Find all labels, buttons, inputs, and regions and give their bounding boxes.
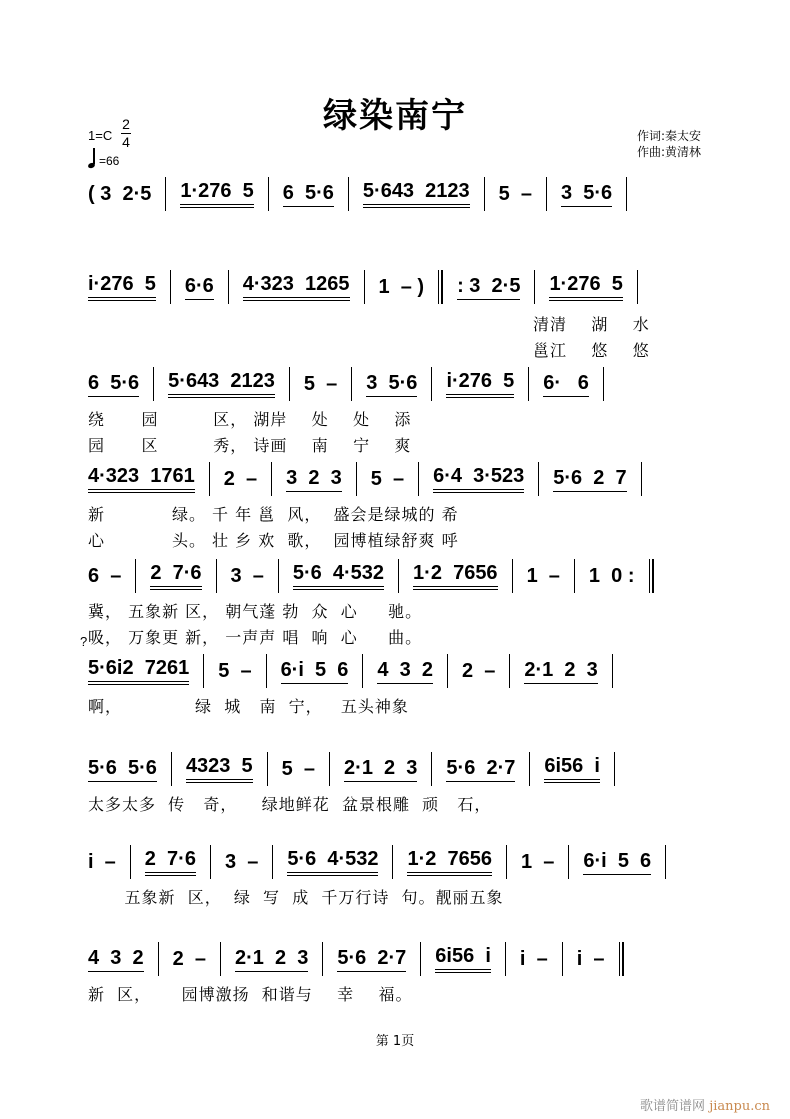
lyrics-verse-1: 五象新 区， 绿 写 成 千万行诗 句。靓丽五象 (88, 888, 504, 907)
measure: 5·6 2·7 (446, 757, 515, 782)
barline (278, 559, 279, 593)
barline (484, 177, 485, 211)
measure: 5·6 5·6 (88, 757, 157, 782)
barline (351, 367, 352, 401)
notes (88, 177, 641, 211)
barline (165, 177, 166, 211)
measure: 6·i 5 6 (583, 850, 651, 875)
measure: 2 – (223, 467, 258, 490)
measure: 5 – (303, 372, 338, 395)
notes (88, 559, 668, 593)
barline (348, 177, 349, 211)
barline (153, 367, 154, 401)
barline (271, 462, 272, 496)
barline (272, 845, 273, 879)
page-number: 第 1页 (375, 1034, 415, 1049)
lyrics-verse-1: 新 区， 园博激扬 和谐与 幸 福。 (88, 985, 413, 1004)
barline (528, 367, 529, 401)
watermark-domain: jianpu.cn (709, 1099, 770, 1114)
measure: 1 – ) (378, 275, 425, 298)
barline (538, 462, 539, 496)
barline (420, 942, 421, 976)
measure: 5 – (281, 757, 316, 780)
barline (529, 752, 530, 786)
lyrics-verse-2: 吸， 万象更 新， 一声声 唱 响 心 曲。 (88, 628, 423, 647)
score-system-2 (88, 270, 748, 360)
lyrics-verse-1: 啊， 绿 城 南 宁， 五头神象 (88, 697, 409, 716)
key-signature: 1=C (88, 128, 113, 143)
barline (398, 559, 399, 593)
measure: 1 – (521, 850, 555, 873)
barline (568, 845, 569, 879)
time-signature-top: 2 (122, 116, 130, 132)
measure: 5·6 4·532 (293, 562, 384, 590)
measure: 2 – (172, 947, 206, 970)
barline (641, 462, 642, 496)
score-system-4 (88, 462, 748, 550)
barline (266, 654, 267, 688)
measure: 3 – (230, 564, 264, 587)
time-signature-bottom: 4 (122, 134, 130, 150)
lyricist: 作词:秦太安 (637, 129, 702, 143)
composer: 作曲:黄清林 (637, 145, 702, 159)
measure: 5·6 4·532 (287, 848, 378, 876)
notes (88, 367, 618, 401)
barline (216, 559, 217, 593)
barline (574, 559, 575, 593)
measure: 2 – (461, 659, 496, 682)
lyrics-verse-1: 冀， 五象新 区， 朝气蓬 勃 众 心 驰。 (88, 602, 423, 621)
measure: 6 5·6 (283, 182, 334, 207)
notes (88, 752, 629, 786)
barline (546, 177, 547, 211)
measure: 5·6 2 7 (553, 467, 626, 492)
quarter-note-icon (88, 148, 97, 168)
measure: ( 3 2·5 (88, 182, 152, 205)
barline (665, 845, 666, 879)
barline (562, 942, 563, 976)
lyrics-verse-1: 绕 园 区， 湖岸 处 处 添 (88, 410, 412, 429)
barline (431, 367, 432, 401)
repeat-barline (438, 270, 443, 304)
barline (158, 942, 159, 976)
measure: 6·i 5 6 (281, 659, 349, 684)
score-system-8 (88, 845, 748, 907)
score-system-3 (88, 367, 748, 455)
barline (512, 559, 513, 593)
score-system-6 (88, 654, 748, 716)
score-system-1 (88, 177, 748, 211)
notes (88, 942, 638, 976)
barline (447, 654, 448, 688)
measure: 5·643 2123 (168, 370, 275, 398)
measure: 5·6i2 7261 (88, 657, 189, 685)
measure: 4 3 2 (377, 659, 433, 684)
barline (329, 752, 330, 786)
notes (88, 654, 627, 688)
barline (209, 462, 210, 496)
barline (130, 845, 131, 879)
measure: 2·1 2 3 (235, 947, 308, 972)
score-system-9 (88, 942, 748, 1004)
measure: 2·1 2 3 (524, 659, 597, 684)
measure: 6 5·6 (88, 372, 139, 397)
measure: 6i56 i (435, 945, 491, 973)
measure: : 3 2·5 (457, 275, 520, 300)
notes (88, 270, 652, 304)
measure: 1 – (526, 564, 560, 587)
measure: 6·4 3·523 (433, 465, 524, 493)
question-mark: ? (80, 634, 88, 649)
time-signature (121, 116, 131, 151)
measure: 6i56 i (544, 755, 600, 783)
tempo-value: =66 (99, 154, 120, 168)
barline (289, 367, 290, 401)
measure: i·276 5 (88, 273, 156, 301)
barline (228, 270, 229, 304)
measure: 3 5·6 (366, 372, 417, 397)
measure: 5·643 2123 (363, 180, 470, 208)
measure: 3 2 3 (286, 467, 342, 492)
measure: 4·323 1265 (243, 273, 350, 301)
measure: 1·276 5 (549, 273, 622, 301)
barline (170, 270, 171, 304)
notes (88, 462, 656, 496)
watermark (640, 1095, 770, 1114)
measure: 6· 6 (543, 372, 589, 397)
measure: i – (88, 850, 116, 873)
barline (364, 270, 365, 304)
lyrics-verse-1: 新 绿。 千 年 邕 风， 盛会是绿城的 希 (88, 505, 459, 524)
song-title: 绿染南宁 (323, 96, 467, 136)
measure: 2 7·6 (145, 848, 196, 876)
barline (614, 752, 615, 786)
notes (88, 845, 680, 879)
barline (171, 752, 172, 786)
repeat-end-barline (649, 559, 654, 593)
measure: 5·6 2·7 (337, 947, 406, 972)
barline (362, 654, 363, 688)
measure: i – (576, 947, 605, 970)
barline (505, 942, 506, 976)
measure: i·276 5 (446, 370, 514, 398)
measure: i – (519, 947, 548, 970)
lyrics-verse-1: 清清 湖 水 (533, 315, 650, 334)
barline (268, 177, 269, 211)
lyrics-verse-1: 太多太多 传 奇， 绿地鲜花 盆景根雕 顽 石， (88, 795, 492, 814)
lyrics-verse-2: 园 区 秀， 诗画 南 宁 爽 (88, 436, 412, 455)
barline (210, 845, 211, 879)
measure: 6 – (88, 564, 122, 587)
barline (267, 752, 268, 786)
measure: 3 5·6 (561, 182, 612, 207)
measure: 5 – (498, 182, 533, 205)
measure: 3 – (224, 850, 259, 873)
measure: 1·2 7656 (413, 562, 498, 590)
measure: 5 – (370, 467, 405, 490)
barline (392, 845, 393, 879)
measure: 4 3 2 (88, 947, 144, 972)
barline (506, 845, 507, 879)
measure: 1·276 5 (180, 180, 253, 208)
barline (603, 367, 604, 401)
final-barline (619, 942, 624, 976)
measure: 4·323 1761 (88, 465, 195, 493)
measure: 2·1 2 3 (344, 757, 417, 782)
tempo-marking (88, 148, 119, 168)
credits (637, 128, 701, 160)
score-system-5 (88, 559, 748, 647)
watermark-text: 歌谱简谱网 (640, 1099, 706, 1114)
measure: 4323 5 (186, 755, 253, 783)
measure: 2 7·6 (150, 562, 201, 590)
measure: 5 – (218, 659, 252, 682)
barline (418, 462, 419, 496)
measure: 6·6 (185, 275, 214, 300)
barline (203, 654, 204, 688)
measure: 1 0 : (588, 564, 635, 587)
barline (534, 270, 535, 304)
barline (322, 942, 323, 976)
lyrics-verse-2: 心 头。 壮 乡 欢 歌， 园博植绿舒爽 呼 (88, 531, 459, 550)
barline (431, 752, 432, 786)
barline (220, 942, 221, 976)
barline (612, 654, 613, 688)
barline (637, 270, 638, 304)
barline (135, 559, 136, 593)
measure: 1·2 7656 (407, 848, 492, 876)
barline (626, 177, 627, 211)
barline (356, 462, 357, 496)
score-system-7 (88, 752, 748, 814)
lyrics-verse-2: 邕江 悠 悠 (533, 341, 650, 360)
barline (509, 654, 510, 688)
